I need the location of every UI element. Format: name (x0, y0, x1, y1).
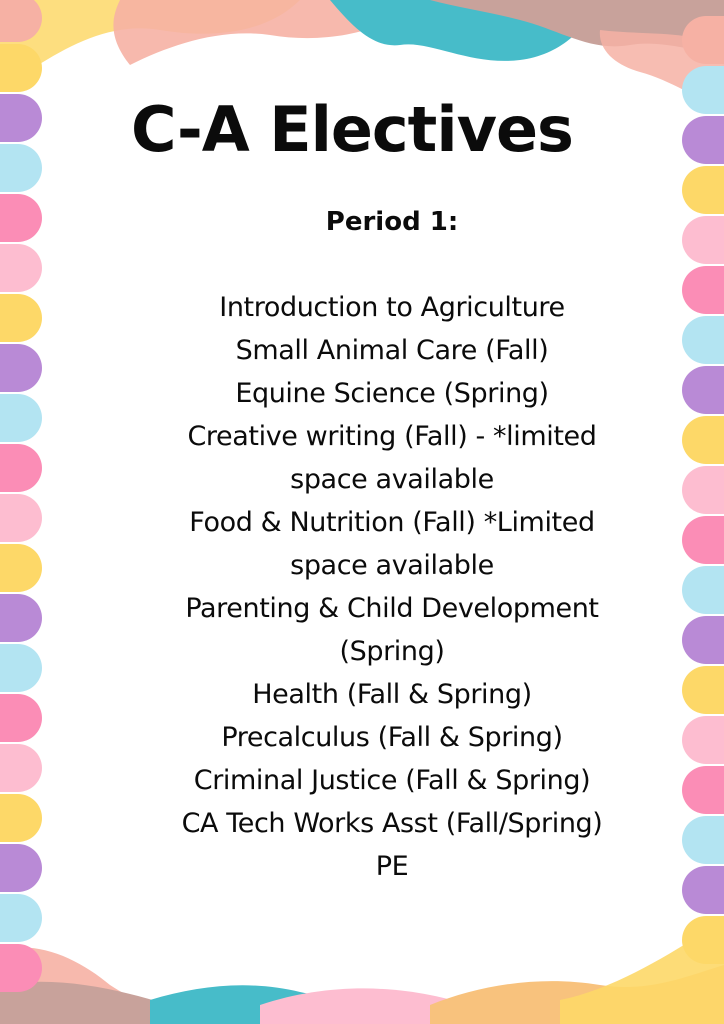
pill (0, 494, 42, 542)
course-list (154, 286, 630, 888)
pill (0, 944, 42, 992)
course-item: Criminal Justice (Fall & Spring) (193, 765, 591, 796)
pill (0, 294, 42, 342)
course-item: Creative writing (Fall) - *limited space available (187, 421, 597, 495)
pill (0, 744, 42, 792)
course-item: PE (375, 851, 409, 882)
period-heading: Period 1: (325, 207, 459, 237)
pill (0, 844, 42, 892)
course-item: Parenting & Child Development (Spring) (185, 593, 599, 667)
course-item: Health (Fall & Spring) (252, 679, 532, 710)
pill (0, 894, 42, 942)
pill (0, 694, 42, 742)
page-title: C-A Electives (131, 93, 573, 166)
pill (0, 44, 42, 92)
pill (0, 244, 42, 292)
course-item: Precalculus (Fall & Spring) (221, 722, 563, 753)
pill (0, 394, 42, 442)
left-pill-border (0, 0, 44, 1024)
pill (0, 594, 42, 642)
course-item: Introduction to Agriculture (219, 292, 565, 323)
pill (0, 544, 42, 592)
pill (0, 144, 42, 192)
course-item: Equine Science (Spring) (235, 378, 549, 409)
course-item: Food & Nutrition (Fall) *Limited space available (189, 507, 595, 581)
pill (0, 444, 42, 492)
pill (0, 94, 42, 142)
pill (0, 644, 42, 692)
pill (0, 0, 42, 42)
pill (0, 194, 42, 242)
course-item: Small Animal Care (Fall) (235, 335, 549, 366)
course-item: CA Tech Works Asst (Fall/Spring) (181, 808, 603, 839)
pill (0, 794, 42, 842)
content (60, 0, 724, 1024)
pill (0, 344, 42, 392)
